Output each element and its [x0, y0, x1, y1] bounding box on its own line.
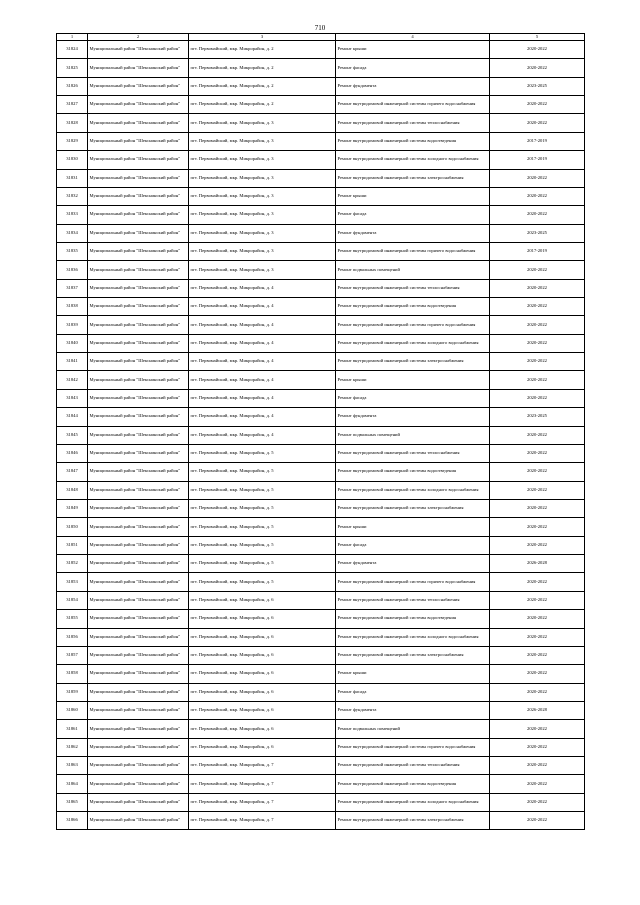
table-row: [57, 261, 585, 279]
table-row: [57, 151, 585, 169]
table-row: [57, 316, 585, 334]
row-number-cell: 31831: [57, 169, 88, 187]
table-row: [57, 59, 585, 77]
table-row: [57, 499, 585, 517]
period-cell: 2020-2022: [490, 481, 585, 499]
municipality-cell: Муниципальный район "Шекснинский район": [88, 463, 189, 481]
table-row: [57, 224, 585, 242]
row-number-cell: 31841: [57, 353, 88, 371]
table-row: [57, 481, 585, 499]
municipality-cell: Муниципальный район "Шекснинский район": [88, 353, 189, 371]
address-cell: пгт. Первомайский, мкр. Микрорайон, д. 4: [189, 371, 336, 389]
period-cell: 2020-2022: [490, 812, 585, 830]
work-type-cell: Ремонт внутридомовой инженерной системы теплоснабжения: [336, 757, 490, 775]
period-cell: 2020-2022: [490, 371, 585, 389]
period-cell: 2017-2019: [490, 242, 585, 260]
address-cell: пгт. Первомайский, мкр. Микрорайон, д. 6: [189, 665, 336, 683]
municipality-cell: Муниципальный район "Шекснинский район": [88, 41, 189, 59]
municipality-cell: Муниципальный район "Шекснинский район": [88, 646, 189, 664]
work-type-cell: Ремонт внутридомовой инженерной системы горячего водоснабжения: [336, 316, 490, 334]
period-cell: 2020-2022: [490, 610, 585, 628]
municipality-cell: Муниципальный район "Шекснинский район": [88, 499, 189, 517]
address-cell: пгт. Первомайский, мкр. Микрорайон, д. 5: [189, 481, 336, 499]
row-number-cell: 31842: [57, 371, 88, 389]
work-type-cell: Ремонт фундамента: [336, 555, 490, 573]
period-cell: 2020-2022: [490, 683, 585, 701]
work-type-cell: Ремонт внутридомовой инженерной системы водоотведения: [336, 775, 490, 793]
work-type-cell: Ремонт фасада: [336, 536, 490, 554]
work-type-cell: Ремонт внутридомовой инженерной системы электроснабжения: [336, 812, 490, 830]
address-cell: пгт. Первомайский, мкр. Микрорайон, д. 3: [189, 151, 336, 169]
table-row: [57, 738, 585, 756]
table-row: [57, 793, 585, 811]
row-number-cell: 31846: [57, 444, 88, 462]
municipality-cell: Муниципальный район "Шекснинский район": [88, 298, 189, 316]
row-number-cell: 31837: [57, 279, 88, 297]
work-type-cell: Ремонт фундамента: [336, 701, 490, 719]
period-cell: 2020-2022: [490, 646, 585, 664]
work-type-cell: Ремонт крыши: [336, 518, 490, 536]
municipality-cell: Муниципальный район "Шекснинский район": [88, 389, 189, 407]
table-header: [57, 34, 585, 41]
work-type-cell: Ремонт внутридомовой инженерной системы холодного водоснабжения: [336, 481, 490, 499]
table-row: [57, 77, 585, 95]
row-number-cell: 31866: [57, 812, 88, 830]
address-cell: пгт. Первомайский, мкр. Микрорайон, д. 7: [189, 775, 336, 793]
period-cell: 2020-2022: [490, 169, 585, 187]
work-type-cell: Ремонт внутридомовой инженерной системы теплоснабжения: [336, 279, 490, 297]
period-cell: 2020-2022: [490, 463, 585, 481]
table-row: [57, 96, 585, 114]
header-row: [57, 34, 585, 41]
row-number-cell: 31858: [57, 665, 88, 683]
table-row: [57, 646, 585, 664]
municipality-cell: Муниципальный район "Шекснинский район": [88, 775, 189, 793]
column-header: 2: [88, 34, 189, 41]
work-type-cell: Ремонт внутридомовой инженерной системы холодного водоснабжения: [336, 334, 490, 352]
table-row: [57, 279, 585, 297]
municipality-cell: Муниципальный район "Шекснинский район": [88, 96, 189, 114]
table-row: [57, 169, 585, 187]
table-row: [57, 683, 585, 701]
work-type-cell: Ремонт фасада: [336, 206, 490, 224]
municipality-cell: Муниципальный район "Шекснинский район": [88, 242, 189, 260]
table-row: [57, 132, 585, 150]
address-cell: пгт. Первомайский, мкр. Микрорайон, д. 2: [189, 96, 336, 114]
work-type-cell: Ремонт фундамента: [336, 408, 490, 426]
address-cell: пгт. Первомайский, мкр. Микрорайон, д. 5: [189, 444, 336, 462]
period-cell: 2020-2022: [490, 757, 585, 775]
table-row: [57, 463, 585, 481]
municipality-cell: Муниципальный район "Шекснинский район": [88, 187, 189, 205]
work-type-cell: Ремонт фасада: [336, 683, 490, 701]
work-type-cell: Ремонт фасада: [336, 59, 490, 77]
work-type-cell: Ремонт внутридомовой инженерной системы электроснабжения: [336, 646, 490, 664]
address-cell: пгт. Первомайский, мкр. Микрорайон, д. 6: [189, 738, 336, 756]
address-cell: пгт. Первомайский, мкр. Микрорайон, д. 6: [189, 628, 336, 646]
period-cell: 2020-2022: [490, 206, 585, 224]
municipality-cell: Муниципальный район "Шекснинский район": [88, 812, 189, 830]
period-cell: 2020-2022: [490, 738, 585, 756]
period-cell: 2020-2022: [490, 775, 585, 793]
municipality-cell: Муниципальный район "Шекснинский район": [88, 316, 189, 334]
table-row: [57, 353, 585, 371]
municipality-cell: Муниципальный район "Шекснинский район": [88, 279, 189, 297]
work-type-cell: Ремонт внутридомовой инженерной системы теплоснабжения: [336, 591, 490, 609]
address-cell: пгт. Первомайский, мкр. Микрорайон, д. 6: [189, 701, 336, 719]
address-cell: пгт. Первомайский, мкр. Микрорайон, д. 4: [189, 316, 336, 334]
address-cell: пгт. Первомайский, мкр. Микрорайон, д. 4: [189, 298, 336, 316]
work-type-cell: Ремонт подвальных помещений: [336, 261, 490, 279]
work-type-cell: Ремонт внутридомовой инженерной системы холодного водоснабжения: [336, 151, 490, 169]
period-cell: 2020-2022: [490, 389, 585, 407]
row-number-cell: 31824: [57, 41, 88, 59]
table-row: [57, 610, 585, 628]
municipality-cell: Муниципальный район "Шекснинский район": [88, 720, 189, 738]
table-row: [57, 591, 585, 609]
work-type-cell: Ремонт фундамента: [336, 77, 490, 95]
municipality-cell: Муниципальный район "Шекснинский район": [88, 481, 189, 499]
address-cell: пгт. Первомайский, мкр. Микрорайон, д. 3: [189, 224, 336, 242]
table-row: [57, 41, 585, 59]
period-cell: 2026-2028: [490, 555, 585, 573]
work-type-cell: Ремонт внутридомовой инженерной системы электроснабжения: [336, 353, 490, 371]
table-row: [57, 389, 585, 407]
period-cell: 2020-2022: [490, 518, 585, 536]
address-cell: пгт. Первомайский, мкр. Микрорайон, д. 4: [189, 389, 336, 407]
address-cell: пгт. Первомайский, мкр. Микрорайон, д. 3: [189, 169, 336, 187]
row-number-cell: 31852: [57, 555, 88, 573]
row-number-cell: 31845: [57, 426, 88, 444]
municipality-cell: Муниципальный район "Шекснинский район": [88, 426, 189, 444]
work-type-cell: Ремонт внутридомовой инженерной системы горячего водоснабжения: [336, 738, 490, 756]
row-number-cell: 31847: [57, 463, 88, 481]
address-cell: пгт. Первомайский, мкр. Микрорайон, д. 4: [189, 279, 336, 297]
row-number-cell: 31835: [57, 242, 88, 260]
municipality-cell: Муниципальный район "Шекснинский район": [88, 132, 189, 150]
table-row: [57, 206, 585, 224]
address-cell: пгт. Первомайский, мкр. Микрорайон, д. 5: [189, 536, 336, 554]
work-type-cell: Ремонт подвальных помещений: [336, 426, 490, 444]
table-row: [57, 187, 585, 205]
row-number-cell: 31850: [57, 518, 88, 536]
address-cell: пгт. Первомайский, мкр. Микрорайон, д. 7: [189, 812, 336, 830]
period-cell: 2020-2022: [490, 426, 585, 444]
row-number-cell: 31839: [57, 316, 88, 334]
table-row: [57, 444, 585, 462]
period-cell: 2020-2022: [490, 628, 585, 646]
municipality-cell: Муниципальный район "Шекснинский район": [88, 334, 189, 352]
row-number-cell: 31838: [57, 298, 88, 316]
period-cell: 2020-2022: [490, 573, 585, 591]
row-number-cell: 31860: [57, 701, 88, 719]
row-number-cell: 31853: [57, 573, 88, 591]
address-cell: пгт. Первомайский, мкр. Микрорайон, д. 5: [189, 518, 336, 536]
row-number-cell: 31857: [57, 646, 88, 664]
address-cell: пгт. Первомайский, мкр. Микрорайон, д. 5: [189, 555, 336, 573]
row-number-cell: 31828: [57, 114, 88, 132]
period-cell: 2020-2022: [490, 279, 585, 297]
row-number-cell: 31865: [57, 793, 88, 811]
municipality-cell: Муниципальный район "Шекснинский район": [88, 114, 189, 132]
municipality-cell: Муниципальный район "Шекснинский район": [88, 555, 189, 573]
period-cell: 2020-2022: [490, 591, 585, 609]
row-number-cell: 31854: [57, 591, 88, 609]
municipality-cell: Муниципальный район "Шекснинский район": [88, 683, 189, 701]
row-number-cell: 31825: [57, 59, 88, 77]
period-cell: 2020-2022: [490, 665, 585, 683]
work-type-cell: Ремонт фундамента: [336, 224, 490, 242]
municipality-cell: Муниципальный район "Шекснинский район": [88, 536, 189, 554]
work-type-cell: Ремонт крыши: [336, 41, 490, 59]
address-cell: пгт. Первомайский, мкр. Микрорайон, д. 2: [189, 41, 336, 59]
table-row: [57, 334, 585, 352]
work-type-cell: Ремонт крыши: [336, 665, 490, 683]
period-cell: 2023-2025: [490, 224, 585, 242]
work-type-cell: Ремонт внутридомовой инженерной системы горячего водоснабжения: [336, 573, 490, 591]
row-number-cell: 31848: [57, 481, 88, 499]
municipality-cell: Муниципальный район "Шекснинский район": [88, 610, 189, 628]
municipality-cell: Муниципальный район "Шекснинский район": [88, 591, 189, 609]
address-cell: пгт. Первомайский, мкр. Микрорайон, д. 4: [189, 353, 336, 371]
address-cell: пгт. Первомайский, мкр. Микрорайон, д. 4: [189, 408, 336, 426]
row-number-cell: 31836: [57, 261, 88, 279]
municipality-cell: Муниципальный район "Шекснинский район": [88, 371, 189, 389]
period-cell: 2020-2022: [490, 536, 585, 554]
period-cell: 2023-2025: [490, 408, 585, 426]
address-cell: пгт. Первомайский, мкр. Микрорайон, д. 6: [189, 646, 336, 664]
address-cell: пгт. Первомайский, мкр. Микрорайон, д. 7: [189, 793, 336, 811]
register-table: [56, 33, 585, 830]
row-number-cell: 31827: [57, 96, 88, 114]
address-cell: пгт. Первомайский, мкр. Микрорайон, д. 5: [189, 499, 336, 517]
table-row: [57, 720, 585, 738]
row-number-cell: 31849: [57, 499, 88, 517]
row-number-cell: 31840: [57, 334, 88, 352]
row-number-cell: 31826: [57, 77, 88, 95]
municipality-cell: Муниципальный район "Шекснинский район": [88, 701, 189, 719]
municipality-cell: Муниципальный район "Шекснинский район": [88, 261, 189, 279]
work-type-cell: Ремонт внутридомовой инженерной системы водоотведения: [336, 463, 490, 481]
municipality-cell: Муниципальный район "Шекснинский район": [88, 151, 189, 169]
table-row: [57, 757, 585, 775]
period-cell: 2017-2019: [490, 151, 585, 169]
page-number: 710: [314, 24, 326, 32]
table-row: [57, 371, 585, 389]
period-cell: 2020-2022: [490, 41, 585, 59]
municipality-cell: Муниципальный район "Шекснинский район": [88, 59, 189, 77]
period-cell: 2017-2019: [490, 132, 585, 150]
row-number-cell: 31855: [57, 610, 88, 628]
table-row: [57, 701, 585, 719]
row-number-cell: 31862: [57, 738, 88, 756]
period-cell: 2020-2022: [490, 96, 585, 114]
table-row: [57, 665, 585, 683]
work-type-cell: Ремонт внутридомовой инженерной системы водоотведения: [336, 132, 490, 150]
period-cell: 2020-2022: [490, 316, 585, 334]
work-type-cell: Ремонт крыши: [336, 371, 490, 389]
table-row: [57, 628, 585, 646]
row-number-cell: 31859: [57, 683, 88, 701]
period-cell: 2020-2022: [490, 793, 585, 811]
row-number-cell: 31829: [57, 132, 88, 150]
address-cell: пгт. Первомайский, мкр. Микрорайон, д. 3: [189, 206, 336, 224]
municipality-cell: Муниципальный район "Шекснинский район": [88, 77, 189, 95]
work-type-cell: Ремонт внутридомовой инженерной системы холодного водоснабжения: [336, 628, 490, 646]
column-header: 5: [490, 34, 585, 41]
address-cell: пгт. Первомайский, мкр. Микрорайон, д. 3: [189, 242, 336, 260]
row-number-cell: 31834: [57, 224, 88, 242]
period-cell: 2026-2028: [490, 701, 585, 719]
row-number-cell: 31863: [57, 757, 88, 775]
table-row: [57, 555, 585, 573]
row-number-cell: 31830: [57, 151, 88, 169]
period-cell: 2023-2025: [490, 77, 585, 95]
municipality-cell: Муниципальный район "Шекснинский район": [88, 793, 189, 811]
row-number-cell: 31861: [57, 720, 88, 738]
row-number-cell: 31843: [57, 389, 88, 407]
work-type-cell: Ремонт внутридомовой инженерной системы горячего водоснабжения: [336, 96, 490, 114]
row-number-cell: 31851: [57, 536, 88, 554]
table-row: [57, 114, 585, 132]
address-cell: пгт. Первомайский, мкр. Микрорайон, д. 6: [189, 683, 336, 701]
period-cell: 2020-2022: [490, 444, 585, 462]
table-row: [57, 518, 585, 536]
address-cell: пгт. Первомайский, мкр. Микрорайон, д. 5: [189, 573, 336, 591]
column-header: 1: [57, 34, 88, 41]
municipality-cell: Муниципальный район "Шекснинский район": [88, 628, 189, 646]
work-type-cell: Ремонт внутридомовой инженерной системы теплоснабжения: [336, 444, 490, 462]
period-cell: 2020-2022: [490, 720, 585, 738]
period-cell: 2020-2022: [490, 261, 585, 279]
address-cell: пгт. Первомайский, мкр. Микрорайон, д. 2: [189, 59, 336, 77]
address-cell: пгт. Первомайский, мкр. Микрорайон, д. 6: [189, 591, 336, 609]
municipality-cell: Муниципальный район "Шекснинский район": [88, 408, 189, 426]
address-cell: пгт. Первомайский, мкр. Микрорайон, д. 3: [189, 187, 336, 205]
municipality-cell: Муниципальный район "Шекснинский район": [88, 738, 189, 756]
work-type-cell: Ремонт внутридомовой инженерной системы электроснабжения: [336, 169, 490, 187]
municipality-cell: Муниципальный район "Шекснинский район": [88, 224, 189, 242]
address-cell: пгт. Первомайский, мкр. Микрорайон, д. 3: [189, 114, 336, 132]
period-cell: 2020-2022: [490, 59, 585, 77]
municipality-cell: Муниципальный район "Шекснинский район": [88, 757, 189, 775]
work-type-cell: Ремонт внутридомовой инженерной системы водоотведения: [336, 298, 490, 316]
table-row: [57, 775, 585, 793]
table-row: [57, 536, 585, 554]
row-number-cell: 31833: [57, 206, 88, 224]
address-cell: пгт. Первомайский, мкр. Микрорайон, д. 2: [189, 77, 336, 95]
work-type-cell: Ремонт внутридомовой инженерной системы горячего водоснабжения: [336, 242, 490, 260]
table-row: [57, 426, 585, 444]
address-cell: пгт. Первомайский, мкр. Микрорайон, д. 4: [189, 334, 336, 352]
period-cell: 2020-2022: [490, 114, 585, 132]
municipality-cell: Муниципальный район "Шекснинский район": [88, 444, 189, 462]
address-cell: пгт. Первомайский, мкр. Микрорайон, д. 3: [189, 132, 336, 150]
municipality-cell: Муниципальный район "Шекснинский район": [88, 169, 189, 187]
row-number-cell: 31856: [57, 628, 88, 646]
row-number-cell: 31844: [57, 408, 88, 426]
address-cell: пгт. Первомайский, мкр. Микрорайон, д. 3: [189, 261, 336, 279]
table-row: [57, 812, 585, 830]
municipality-cell: Муниципальный район "Шекснинский район": [88, 206, 189, 224]
table-body: [57, 41, 585, 830]
address-cell: пгт. Первомайский, мкр. Микрорайон, д. 4: [189, 426, 336, 444]
table-row: [57, 298, 585, 316]
row-number-cell: 31864: [57, 775, 88, 793]
work-type-cell: Ремонт внутридомовой инженерной системы теплоснабжения: [336, 114, 490, 132]
column-header: 4: [336, 34, 490, 41]
address-cell: пгт. Первомайский, мкр. Микрорайон, д. 6: [189, 610, 336, 628]
period-cell: 2020-2022: [490, 334, 585, 352]
table-row: [57, 573, 585, 591]
address-cell: пгт. Первомайский, мкр. Микрорайон, д. 7: [189, 757, 336, 775]
municipality-cell: Муниципальный район "Шекснинский район": [88, 573, 189, 591]
table-row: [57, 408, 585, 426]
column-header: 3: [189, 34, 336, 41]
period-cell: 2020-2022: [490, 499, 585, 517]
work-type-cell: Ремонт крыши: [336, 187, 490, 205]
municipality-cell: Муниципальный район "Шекснинский район": [88, 665, 189, 683]
table-row: [57, 242, 585, 260]
work-type-cell: Ремонт подвальных помещений: [336, 720, 490, 738]
address-cell: пгт. Первомайский, мкр. Микрорайон, д. 6: [189, 720, 336, 738]
address-cell: пгт. Первомайский, мкр. Микрорайон, д. 5: [189, 463, 336, 481]
work-type-cell: Ремонт фасада: [336, 389, 490, 407]
period-cell: 2020-2022: [490, 187, 585, 205]
row-number-cell: 31832: [57, 187, 88, 205]
work-type-cell: Ремонт внутридомовой инженерной системы холодного водоснабжения: [336, 793, 490, 811]
work-type-cell: Ремонт внутридомовой инженерной системы электроснабжения: [336, 499, 490, 517]
period-cell: 2020-2022: [490, 353, 585, 371]
municipality-cell: Муниципальный район "Шекснинский район": [88, 518, 189, 536]
work-type-cell: Ремонт внутридомовой инженерной системы водоотведения: [336, 610, 490, 628]
period-cell: 2020-2022: [490, 298, 585, 316]
